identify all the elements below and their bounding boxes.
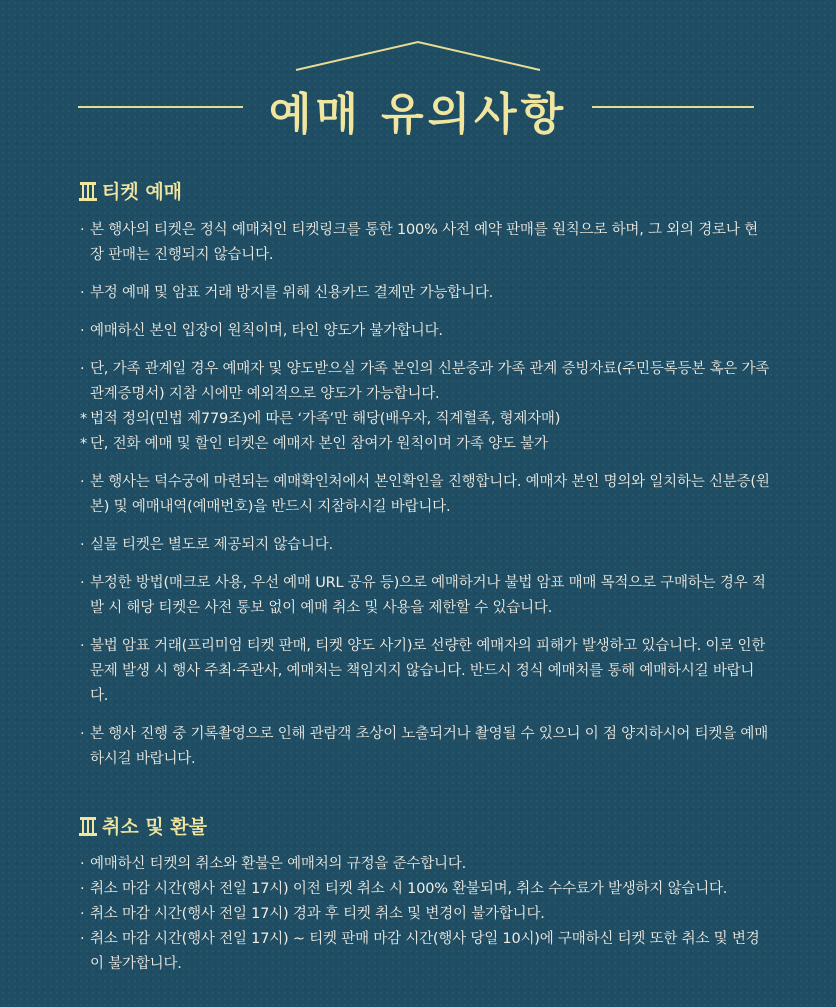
bullet-mark: · xyxy=(80,638,85,654)
bullet-mark: · xyxy=(80,323,85,339)
ticket-booking-list xyxy=(80,218,770,772)
list-item xyxy=(80,571,770,621)
bullet-mark: · xyxy=(80,906,85,922)
list-item xyxy=(80,877,770,902)
bullet-mark: · xyxy=(80,726,85,742)
item-text: 본 행사 진행 중 기록촬영으로 인해 관람객 초상이 노출되거나 촬영될 수 있으니 이 점 양지하시어 티켓을 예매하시길 바랍니다. xyxy=(90,726,769,767)
bullet-mark: · xyxy=(80,222,85,238)
item-text: 예매하신 본인 입장이 원칙이며, 타인 양도가 불가합니다. xyxy=(90,323,443,339)
bullet-mark: · xyxy=(80,931,85,947)
bullet-mark: · xyxy=(80,285,85,301)
bullet-mark: · xyxy=(80,537,85,553)
bullet-mark: · xyxy=(80,881,85,897)
list-item xyxy=(80,281,770,306)
list-item xyxy=(80,218,770,268)
list-item xyxy=(80,470,770,520)
list-item xyxy=(80,319,770,344)
asterisk-mark: * xyxy=(80,436,88,452)
item-text: 실물 티켓은 별도로 제공되지 않습니다. xyxy=(90,537,333,553)
item-text: 불법 암표 거래(프리미엄 티켓 판매, 티켓 양도 사기)로 선량한 예매자의 피해가 발생하고 있습니다. 이로 인한 문제 발생 시 행사 주최·주관사, 예매처는 책임지지 않습니다. 반드시 정식 예매처를 통해 예매하시길 바랍니다. xyxy=(90,638,766,704)
list-note xyxy=(80,432,770,457)
section-title-label: 취소 및 환불 xyxy=(102,816,207,838)
list-item xyxy=(80,927,770,977)
list-item xyxy=(80,533,770,558)
roof-ornament xyxy=(0,0,836,80)
item-text: 단, 전화 예매 및 할인 티켓은 예매자 본인 참여가 원칙이며 가족 양도 불가 xyxy=(90,436,548,452)
list-item xyxy=(80,722,770,772)
item-text: 법적 정의(민법 제779조)에 따른 ‘가족’만 해당(배우자, 직계혈족, 형제자매) xyxy=(90,411,561,427)
list-item xyxy=(80,357,770,407)
item-text: 부정한 방법(매크로 사용, 우선 예매 URL 공유 등)으로 예매하거나 불법 암표 매매 목적으로 구매하는 경우 적발 시 해당 티켓은 사전 통보 없이 예매 취소 및 사용을 제한할 수 있습니다. xyxy=(90,575,766,616)
list-item xyxy=(80,634,770,709)
pillar-icon xyxy=(78,180,98,202)
item-text: 본 행사는 덕수궁에 마련되는 예매확인처에서 본인확인을 진행합니다. 예매자 본인 명의와 일치하는 신분증(원본) 및 예매내역(예매번호)을 반드시 지참하시길 바랍니다. xyxy=(90,474,770,515)
section-title-cancel-refund xyxy=(78,812,207,839)
bullet-mark: · xyxy=(80,361,85,377)
asterisk-mark: * xyxy=(80,411,88,427)
item-text: 예매하신 티켓의 취소와 환불은 예매처의 규정을 준수합니다. xyxy=(90,856,467,872)
page-title: 예매 유의사항 xyxy=(268,89,568,140)
item-text: 취소 마감 시간(행사 전일 17시) 이전 티켓 취소 시 100% 환불되며, 취소 수수료가 발생하지 않습니다. xyxy=(90,881,728,897)
title-rule-right xyxy=(592,106,754,108)
item-text: 취소 마감 시간(행사 전일 17시) ~ 티켓 판매 마감 시간(행사 당일 10시)에 구매하신 티켓 또한 취소 및 변경이 불가합니다. xyxy=(90,931,760,972)
item-text: 부정 예매 및 암표 거래 방지를 위해 신용카드 결제만 가능합니다. xyxy=(90,285,494,301)
item-text: 취소 마감 시간(행사 전일 17시) 경과 후 티켓 취소 및 변경이 불가합니다. xyxy=(90,906,545,922)
bullet-mark: · xyxy=(80,575,85,591)
page-header xyxy=(0,0,836,160)
item-text: 본 행사의 티켓은 정식 예매처인 티켓링크를 통한 100% 사전 예약 판매를 원칙으로 하며, 그 외의 경로나 현장 판매는 진행되지 않습니다. xyxy=(90,222,758,263)
section-title-ticket-booking xyxy=(78,177,182,204)
item-text: 단, 가족 관계일 경우 예매자 및 양도받으실 가족 본인의 신분증과 가족 관계 증빙자료(주민등록등본 혹은 가족관계증명서) 지참 시에만 예외적으로 양도가 가능합니다. xyxy=(90,361,770,402)
list-note xyxy=(80,407,770,432)
section-title-label: 티켓 예매 xyxy=(102,181,183,203)
pillar-icon xyxy=(78,815,98,837)
bullet-mark: · xyxy=(80,856,85,872)
list-item xyxy=(80,852,770,877)
cancel-refund-list xyxy=(80,852,770,977)
list-item xyxy=(80,902,770,927)
bullet-mark: · xyxy=(80,474,85,490)
